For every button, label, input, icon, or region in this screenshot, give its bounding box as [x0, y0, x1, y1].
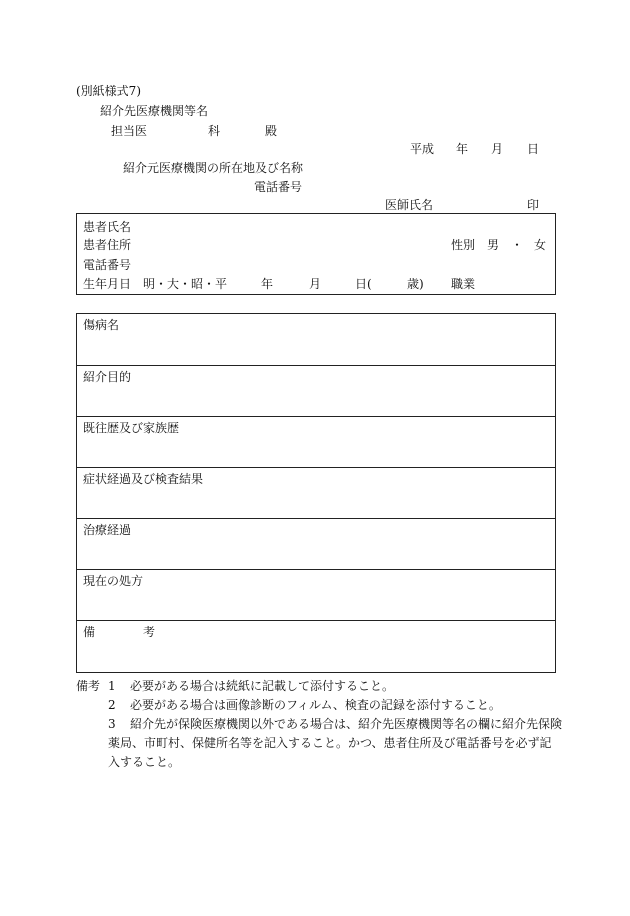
section-purpose — [77, 365, 555, 416]
dob-year: 年 — [261, 277, 274, 291]
era-options: 明・大・昭・平 — [143, 277, 228, 291]
sex-male: 男 — [487, 238, 500, 252]
recipient-institution-label: 紹介先医療機関等名 — [100, 104, 209, 118]
section-label: 紹介目的 — [83, 370, 132, 384]
note-text: 必要がある場合は続紙に記載して添付すること。 — [130, 679, 395, 693]
note-item — [76, 696, 566, 715]
form-id: (別紙様式7) — [76, 84, 141, 98]
section-label: 症状経過及び検査結果 — [83, 472, 204, 486]
section-label: 治療経過 — [83, 523, 132, 537]
section-history — [77, 416, 555, 467]
dob-day-age-open: 日( — [355, 277, 372, 291]
source-institution-label: 紹介元医療機関の所在地及び名称 — [123, 161, 304, 175]
patient-info-box — [76, 213, 556, 295]
date-year: 年 — [456, 142, 469, 156]
physician-label: 医師氏名 — [385, 198, 434, 212]
referral-sections-box — [76, 313, 556, 673]
sex-female: 女 — [534, 238, 547, 252]
section-label: 傷病名 — [83, 318, 120, 332]
note-continuation: 入すること。 — [108, 755, 181, 769]
note-number: 2 — [108, 698, 116, 712]
section-treatment — [77, 518, 555, 569]
section-label: 備 考 — [83, 625, 156, 639]
seal-label: 印 — [527, 198, 540, 212]
notes — [76, 677, 566, 772]
dob-label: 生年月日 — [83, 277, 132, 291]
section-symptoms — [77, 467, 555, 518]
section-diagnosis — [77, 314, 555, 365]
section-prescription — [77, 569, 555, 620]
note-number: 1 — [108, 679, 116, 693]
section-remarks — [77, 620, 555, 672]
patient-address-label: 患者住所 — [83, 238, 132, 252]
dept-label: 科 — [208, 124, 221, 138]
date-month: 月 — [491, 142, 504, 156]
note-text: 必要がある場合は画像診断のフィルム、検査の記録を添付すること。 — [130, 698, 501, 712]
honorific: 殿 — [265, 124, 278, 138]
source-phone-label: 電話番号 — [254, 180, 303, 194]
note-number: 3 — [108, 717, 116, 731]
section-label: 現在の処方 — [83, 574, 144, 588]
date-era: 平成 — [410, 142, 435, 156]
occupation-label: 職業 — [451, 277, 476, 291]
date-day: 日 — [527, 142, 540, 156]
dob-month: 月 — [309, 277, 322, 291]
patient-phone-label: 電話番号 — [83, 258, 132, 272]
notes-heading: 備考 — [76, 679, 101, 693]
section-label: 既往歴及び家族歴 — [83, 421, 180, 435]
note-item — [76, 715, 566, 734]
note-continuation: 薬局、市町村、保健所名等を記入すること。かつ、患者住所及び電話番号を必ず記 — [108, 736, 552, 750]
doctor-label: 担当医 — [111, 124, 148, 138]
sex-label: 性別 — [451, 238, 476, 252]
note-item — [76, 677, 566, 696]
sex-separator: ・ — [511, 238, 524, 252]
age-close: 歳) — [407, 277, 424, 291]
patient-name-label: 患者氏名 — [83, 220, 132, 234]
note-text: 紹介先が保険医療機関以外である場合は、紹介先医療機関等名の欄に紹介先保険 — [130, 717, 563, 731]
